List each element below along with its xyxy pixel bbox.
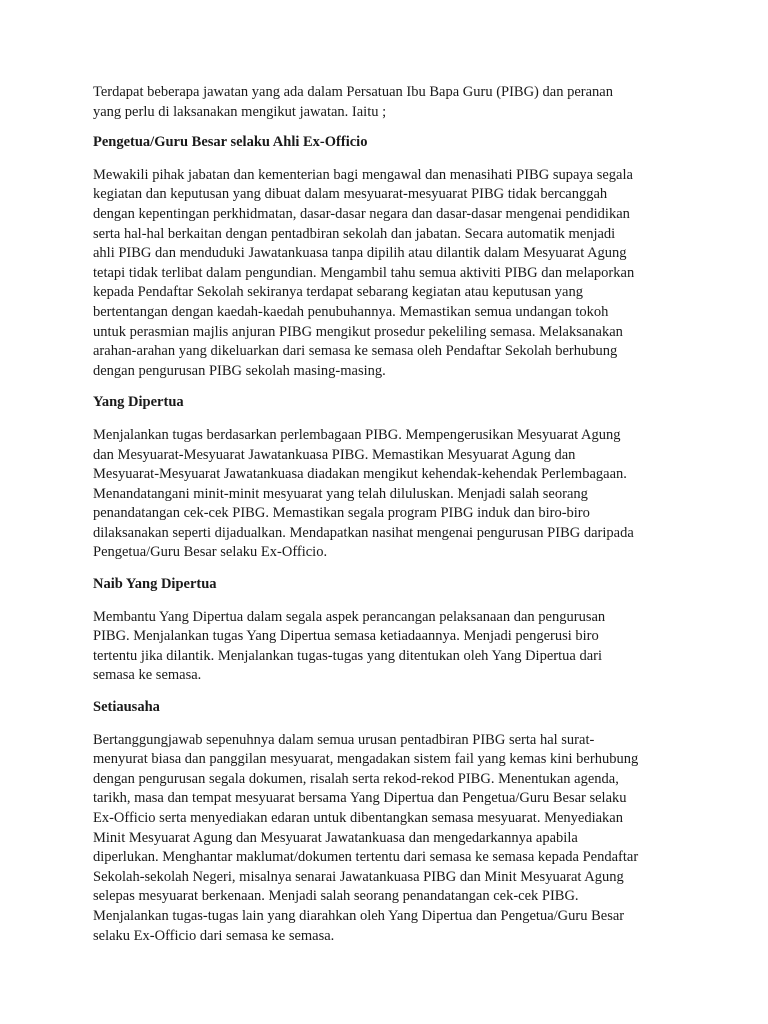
text-line: Pengetua/Guru Besar selaku Ex-Officio. bbox=[93, 544, 328, 561]
section-heading-naib-yang-dipertua: Naib Yang Dipertua bbox=[93, 576, 217, 593]
text-line: Ex-Officio serta menyediakan edaran untuk dibentangkan semasa mesyuarat. Menyediakan bbox=[93, 810, 623, 826]
section-body-setiausaha bbox=[93, 731, 683, 947]
text-line: dengan kepentingan perkhidmatan, dasar-dasar negara dan dasar-dasar mengenai pendidikan bbox=[93, 205, 630, 222]
text-line: Sekolah-sekolah Negeri, misalnya senarai Jawatankuasa PIBG dan Minit Mesyuarat Agung bbox=[93, 868, 624, 885]
text-line: ahli PIBG dan menduduki Jawatankuasa tanpa dipilih atau dilantik dalam Mesyuarat Agung bbox=[93, 245, 627, 262]
text-line: arahan-arahan yang dikeluarkan dari semasa ke semasa oleh Pendaftar Sekolah berhubung bbox=[93, 343, 618, 360]
text-line: Bertanggungjawab sepenuhnya dalam semua urusan pentadbiran PIBG serta hal surat- bbox=[93, 731, 595, 748]
text-line: penandatangan cek-cek PIBG. Memastikan segala program PIBG induk dan biro-biro bbox=[93, 505, 590, 522]
section-body-yang-dipertua bbox=[93, 426, 683, 563]
text-line: Terdapat beberapa jawatan yang ada dalam Persatuan Ibu Bapa Guru (PIBG) dan peranan bbox=[93, 84, 613, 100]
text-line: tertentu jika dilantik. Menjalankan tugas-tugas yang ditentukan oleh Yang Dipertua dari bbox=[93, 647, 602, 664]
text-line: dengan pengurusan segala dokumen, risalah serta rekod-rekod PIBG. Menentukan agenda, bbox=[93, 770, 619, 787]
text-line: serta hal-hal berkaitan dengan pentadbiran sekolah dan jabatan. Secara automatik menjadi bbox=[93, 225, 616, 242]
text-line: dan Mesyuarat-Mesyuarat Jawatankuasa PIBG. Memastikan Mesyuarat Agung dan bbox=[93, 446, 576, 463]
intro-paragraph bbox=[93, 83, 683, 122]
text-line: PIBG. Menjalankan tugas Yang Dipertua semasa ketiadaannya. Menjadi pengerusi biro bbox=[93, 628, 599, 645]
text-line: kepada Pendaftar Sekolah sekiranya terdapat sebarang kegiatan atau keputusan yang bbox=[93, 284, 583, 301]
text-line: Membantu Yang Dipertua dalam segala aspek perancangan pelaksanaan dan pengurusan bbox=[93, 608, 606, 625]
text-line: semasa ke semasa. bbox=[93, 667, 202, 684]
section-heading-pengetua: Pengetua/Guru Besar selaku Ahli Ex-Officio bbox=[93, 134, 368, 151]
section-body-naib-yang-dipertua bbox=[93, 608, 683, 686]
text-line: selepas mesyuarat berkenaan. Menjadi salah seorang penandatangan cek-cek PIBG. bbox=[93, 888, 579, 905]
text-line: yang perlu di laksanakan mengikut jawatan. Iaitu ; bbox=[93, 103, 387, 120]
text-line: diperlukan. Menghantar maklumat/dokumen tertentu dari semasa ke semasa kepada Pendaftar bbox=[93, 849, 639, 866]
text-line: Mewakili pihak jabatan dan kementerian bagi mengawal dan menasihati PIBG supaya segala bbox=[93, 166, 633, 183]
document-page bbox=[93, 83, 683, 958]
text-line: Menandatangani minit-minit mesyuarat yang telah diluluskan. Menjadi salah seorang bbox=[93, 485, 588, 502]
section-heading-setiausaha: Setiausaha bbox=[93, 699, 160, 716]
section-body-pengetua bbox=[93, 166, 683, 382]
text-line: dengan pengurusan PIBG sekolah masing-masing. bbox=[93, 362, 386, 379]
section-heading-yang-dipertua: Yang Dipertua bbox=[93, 394, 184, 411]
text-line: kegiatan dan keputusan yang dibuat dalam mesyuarat-mesyuarat PIBG tidak bercanggah bbox=[93, 186, 608, 203]
text-line: Minit Mesyuarat Agung dan Mesyuarat Jawatankuasa dan mengedarkannya apabila bbox=[93, 829, 578, 846]
text-line: Mesyuarat-Mesyuarat Jawatankuasa diadakan mengikut kehendak-kehendak Perlembagaan. bbox=[93, 466, 627, 483]
text-line: bertentangan dengan kaedah-kaedah penubuhannya. Memastikan semua undangan tokoh bbox=[93, 303, 609, 320]
text-line: dilaksanakan seperti dijadualkan. Mendapatkan nasihat mengenai pengurusan PIBG daripada bbox=[93, 524, 634, 541]
text-line: Menjalankan tugas-tugas lain yang diarahkan oleh Yang Dipertua dan Pengetua/Guru Besar bbox=[93, 907, 625, 924]
text-line: menyurat biasa dan panggilan mesyuarat, mengadakan sistem fail yang kemas kini berhubung bbox=[93, 751, 639, 768]
text-line: tarikh, masa dan tempat mesyuarat bersama Yang Dipertua dan Pengetua/Guru Besar selaku bbox=[93, 790, 627, 807]
text-line: tetapi tidak terlibat dalam pengundian. Mengambil tahu semua aktiviti PIBG dan melaporkan bbox=[93, 264, 635, 281]
text-line: selaku Ex-Officio dari semasa ke semasa. bbox=[93, 927, 335, 944]
text-line: Menjalankan tugas berdasarkan perlembagaan PIBG. Mempengerusikan Mesyuarat Agung bbox=[93, 426, 621, 443]
text-line: untuk perasmian majlis anjuran PIBG mengikut prosedur pekeliling semasa. Melaksanakan bbox=[93, 323, 623, 340]
